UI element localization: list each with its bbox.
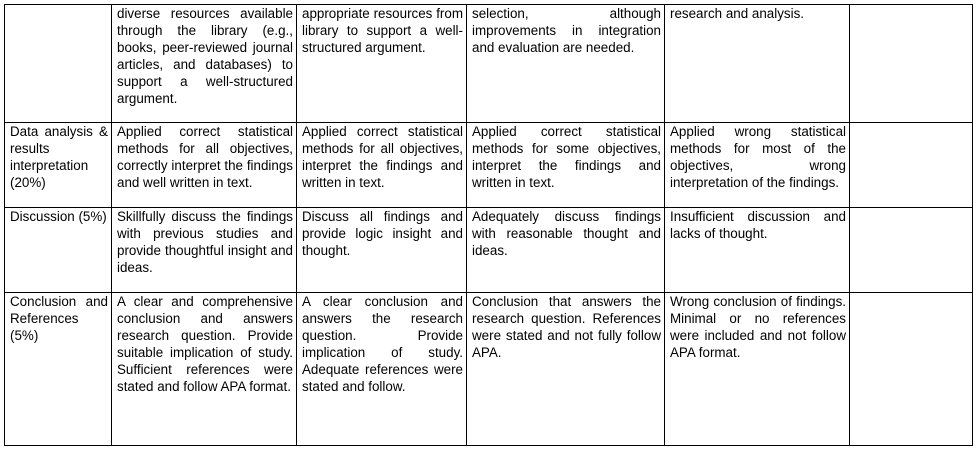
rubric-cell: selection, although improvements in integration and evaluation are needed.: [467, 5, 665, 123]
criterion-cell: Data analysis & results interpretation (20%): [5, 123, 112, 208]
rubric-cell: Adequately discuss findings with reasonable thought and ideas.: [467, 208, 665, 293]
rubric-cell: Conclusion that answers the research question. References were stated and not fully follow APA.: [467, 293, 665, 446]
rubric-cell: diverse resources available through the library (e.g., books, peer-reviewed journal articles, and databases) to support a well-structured argument.: [112, 5, 297, 123]
rubric-cell: [850, 208, 973, 293]
rubric-cell: A clear and comprehensive conclusion and answers research question. Provide suitable implication of study. Sufficient references were stated and follow APA format.: [112, 293, 297, 446]
criterion-cell: Discussion (5%): [5, 208, 112, 293]
criterion-cell: Conclusion and References (5%): [5, 293, 112, 446]
rubric-cell: appropriate resources from library to support a well-structured argument.: [297, 5, 467, 123]
rubric-cell: [850, 123, 973, 208]
table-row: [5, 5, 973, 123]
criterion-cell: [5, 5, 112, 123]
table-row: [5, 208, 973, 293]
rubric-cell: [850, 5, 973, 123]
table-row: [5, 293, 973, 446]
rubric-cell: Insufficient discussion and lacks of thought.: [665, 208, 850, 293]
rubric-cell: Applied correct statistical methods for some objectives, interpret the findings and written in text.: [467, 123, 665, 208]
rubric-cell: Skillfully discuss the findings with previous studies and provide thoughtful insight and ideas.: [112, 208, 297, 293]
rubric-cell: A clear conclusion and answers the research question. Provide implication of study. Adequate references were stated and follow.: [297, 293, 467, 446]
rubric-cell: Wrong conclusion of findings. Minimal or no references were included and not follow APA format.: [665, 293, 850, 446]
rubric-cell: research and analysis.: [665, 5, 850, 123]
rubric-cell: [850, 293, 973, 446]
rubric-cell: Applied wrong statistical methods for most of the objectives, wrong interpretation of the findings.: [665, 123, 850, 208]
rubric-cell: Applied correct statistical methods for all objectives, interpret the findings and written in text.: [297, 123, 467, 208]
rubric-table: [4, 4, 973, 446]
table-row: [5, 123, 973, 208]
rubric-cell: Applied correct statistical methods for all objectives, correctly interpret the findings and well written in text.: [112, 123, 297, 208]
rubric-cell: Discuss all findings and provide logic insight and thought.: [297, 208, 467, 293]
